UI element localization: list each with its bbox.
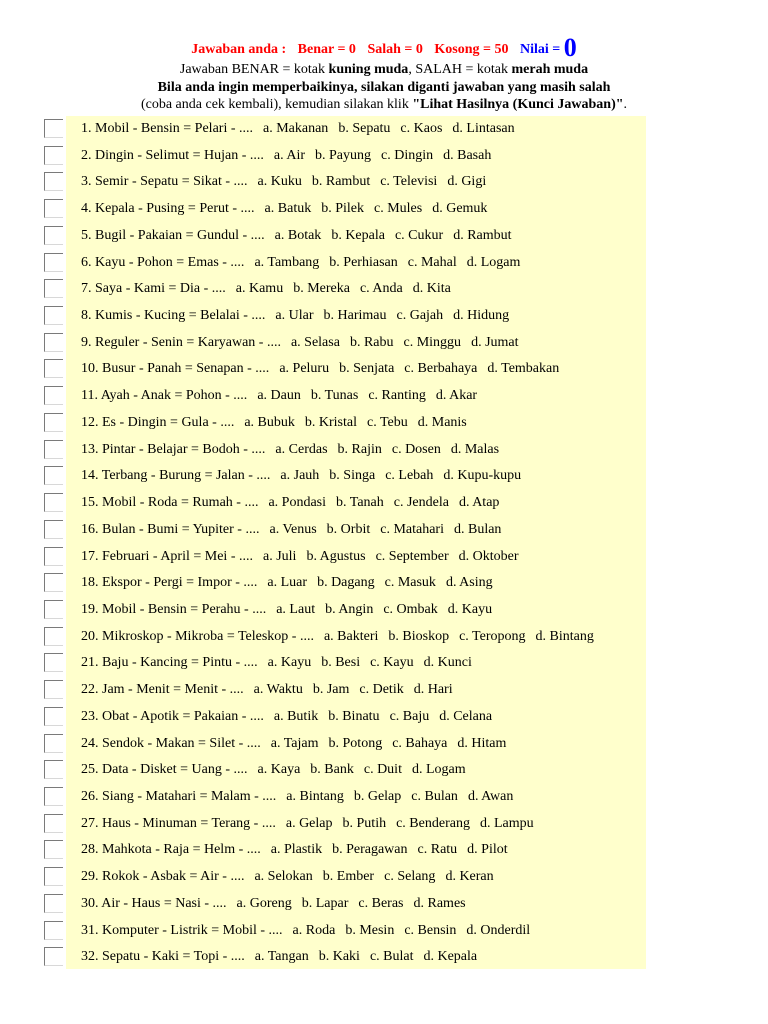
- option-b: b. Agustus: [306, 548, 366, 564]
- option-b: b. Potong: [328, 735, 383, 751]
- option-a: a. Tajam: [270, 735, 319, 751]
- option-a: a. Makanan: [263, 121, 329, 136]
- question-text-line: [81, 468, 521, 484]
- question-row: [44, 356, 646, 383]
- question-row: [44, 837, 646, 864]
- answer-checkbox[interactable]: [44, 867, 63, 886]
- question-row: [44, 169, 646, 196]
- option-a: a. Botak: [274, 227, 322, 243]
- question-row: [44, 570, 646, 597]
- answer-checkbox[interactable]: [44, 172, 63, 191]
- question-text: 24. Sendok - Makan = Silet - ....: [81, 735, 261, 751]
- option-b: b. Gelap: [353, 789, 402, 804]
- question-text: 29. Rokok - Asbak = Air - ....: [81, 869, 245, 885]
- option-b: b. Payung: [315, 147, 371, 163]
- score-label: Nilai =: [520, 42, 561, 57]
- option-a: a. Kaya: [257, 762, 301, 778]
- question-row: [44, 811, 646, 838]
- option-b: b. Orbit: [326, 521, 371, 537]
- option-b: b. Pilek: [321, 201, 364, 217]
- question-row: [44, 731, 646, 758]
- question-text: 31. Komputer - Listrik = Mobil - ....: [81, 922, 283, 938]
- option-d: d. Tembakan: [487, 361, 560, 377]
- option-d: d. Lintasan: [452, 121, 515, 136]
- question-text-line: [81, 121, 515, 137]
- option-d: d. Oktober: [458, 548, 519, 564]
- question-text-line: [81, 549, 519, 565]
- question-row: [44, 597, 646, 624]
- option-d: d. Basah: [443, 147, 492, 163]
- option-a: a. Air: [273, 147, 305, 163]
- question-row: [44, 383, 646, 410]
- question-row: [44, 463, 646, 490]
- option-c: c. Lebah: [385, 468, 434, 484]
- legend-text-1: Jawaban BENAR = kotak: [179, 62, 329, 77]
- option-c: c. Baju: [389, 708, 430, 724]
- option-d: d. Keran: [445, 869, 494, 885]
- option-b: b. Besi: [321, 655, 361, 671]
- answer-checkbox[interactable]: [44, 440, 63, 459]
- question-row: [44, 944, 646, 971]
- question-text: 23. Obat - Apotik = Pakaian - ....: [81, 708, 264, 724]
- option-c: c. Cukur: [394, 227, 444, 243]
- question-text-line: [81, 308, 509, 324]
- question-text: 25. Data - Disket = Uang - ....: [81, 762, 248, 778]
- correct-count: Benar = 0: [297, 42, 356, 57]
- option-b: b. Mesin: [345, 922, 395, 938]
- answer-checkbox[interactable]: [44, 707, 63, 726]
- answer-checkbox[interactable]: [44, 894, 63, 913]
- answer-checkbox[interactable]: [44, 921, 63, 940]
- option-c: c. Tebu: [367, 414, 408, 430]
- answer-checkbox[interactable]: [44, 333, 63, 352]
- question-row: [44, 303, 646, 330]
- question-text-line: [81, 228, 512, 244]
- question-text-line: [81, 522, 501, 538]
- option-d: d. Rames: [413, 895, 466, 911]
- question-text: 7. Saya - Kami = Dia - ....: [81, 281, 226, 297]
- option-d: d. Gemuk: [432, 201, 488, 217]
- option-c: c. Bahaya: [392, 735, 448, 751]
- answer-checkbox[interactable]: [44, 600, 63, 619]
- option-b: b. Kepala: [331, 227, 385, 243]
- option-d: d. Atap: [458, 495, 500, 511]
- option-d: d. Kunci: [423, 655, 472, 671]
- question-row: [44, 918, 646, 945]
- option-b: b. Kristal: [304, 414, 357, 430]
- instruction-period: .: [623, 97, 628, 112]
- option-b: b. Bioskop: [388, 628, 450, 644]
- option-b: b. Sepatu: [338, 121, 391, 136]
- option-b: b. Peragawan: [332, 842, 408, 858]
- question-text: 14. Terbang - Burung = Jalan - ....: [81, 468, 271, 484]
- question-text: 22. Jam - Menit = Menit - ....: [81, 682, 244, 698]
- option-d: d. Hari: [413, 682, 453, 698]
- option-d: d. Kepala: [423, 949, 478, 965]
- legend-wrong-color: merah muda: [511, 62, 589, 77]
- option-b: b. Jam: [312, 682, 350, 698]
- answer-checkbox[interactable]: [44, 653, 63, 672]
- answer-checkbox[interactable]: [44, 226, 63, 245]
- answer-checkbox[interactable]: [44, 386, 63, 405]
- option-b: b. Senjata: [339, 361, 395, 377]
- question-row: [44, 864, 646, 891]
- answer-checkbox[interactable]: [44, 573, 63, 592]
- option-c: c. Ratu: [417, 842, 458, 858]
- question-text: 32. Sepatu - Kaki = Topi - ....: [81, 949, 245, 965]
- option-b: b. Rambut: [311, 174, 371, 190]
- wrong-count: Salah = 0: [367, 42, 423, 57]
- option-a: a. Plastik: [270, 842, 323, 858]
- option-a: a. Gelap: [285, 815, 333, 831]
- option-b: b. Tunas: [310, 388, 359, 404]
- question-text-line: [81, 789, 513, 805]
- question-text-line: [81, 335, 519, 351]
- option-c: c. Benderang: [396, 815, 470, 831]
- option-c: c. Ombak: [383, 601, 438, 617]
- question-text-line: [81, 709, 492, 725]
- option-b: b. Harimau: [323, 308, 387, 324]
- question-text-line: [81, 361, 559, 377]
- answer-key-link-text: "Lihat Hasilnya (Kunci Jawaban)": [412, 97, 624, 112]
- answer-checkbox[interactable]: [44, 760, 63, 779]
- option-c: c. Detik: [359, 682, 404, 698]
- option-d: d. Bintang: [535, 628, 594, 644]
- option-b: b. Singa: [329, 468, 376, 484]
- option-d: d. Asing: [445, 575, 493, 591]
- question-text: 16. Bulan - Bumi = Yupiter - ....: [81, 521, 260, 537]
- option-a: a. Roda: [292, 922, 336, 938]
- option-d: d. Rambut: [453, 227, 512, 243]
- question-text-line: [81, 949, 477, 965]
- option-a: a. Venus: [269, 521, 317, 537]
- option-d: d. Onderdil: [466, 922, 531, 938]
- option-a: a. Ular: [275, 308, 314, 324]
- option-b: b. Ember: [322, 869, 375, 885]
- option-c: c. Jendela: [393, 495, 449, 511]
- question-row: [44, 223, 646, 250]
- question-row: [44, 704, 646, 731]
- answer-checkbox[interactable]: [44, 146, 63, 165]
- question-text-line: [81, 442, 499, 458]
- question-text: 11. Ayah - Anak = Pohon - ....: [81, 388, 248, 404]
- answer-checkbox[interactable]: [44, 199, 63, 218]
- question-row: [44, 677, 646, 704]
- option-d: d. Hitam: [457, 735, 507, 751]
- option-b: b. Dagang: [317, 575, 375, 591]
- option-a: a. Peluru: [279, 361, 330, 377]
- answer-checkbox[interactable]: [44, 520, 63, 539]
- answer-checkbox[interactable]: [44, 547, 63, 566]
- option-c: c. Kaos: [400, 121, 443, 136]
- option-c: c. Televisi: [380, 174, 438, 190]
- option-a: a. Cerdas: [275, 441, 328, 457]
- option-c: c. Bulan: [411, 789, 458, 804]
- option-d: d. Kupu-kupu: [443, 468, 522, 484]
- option-a: a. Jauh: [280, 468, 320, 484]
- option-a: a. Laut: [276, 601, 316, 617]
- option-d: d. Pilot: [467, 842, 508, 858]
- question-row: [44, 437, 646, 464]
- answer-label: Jawaban anda :: [191, 42, 287, 57]
- option-a: a. Tangan: [254, 949, 309, 965]
- answer-checkbox[interactable]: [44, 814, 63, 833]
- answer-checkbox[interactable]: [44, 466, 63, 485]
- option-d: d. Hidung: [453, 308, 510, 324]
- question-row: [44, 276, 646, 303]
- question-text: 18. Ekspor - Pergi = Impor - ....: [81, 575, 258, 591]
- question-text: 19. Mobil - Bensin = Perahu - ....: [81, 601, 267, 617]
- question-text-line: [81, 869, 494, 885]
- question-text-line: [81, 629, 594, 645]
- question-text-line: [81, 896, 466, 912]
- option-d: d. Jumat: [471, 334, 519, 350]
- option-b: b. Lapar: [301, 895, 349, 911]
- option-b: b. Perhiasan: [329, 254, 398, 270]
- option-c: c. Beras: [358, 895, 404, 911]
- question-text: 27. Haus - Minuman = Terang - ....: [81, 815, 276, 831]
- question-row: [44, 517, 646, 544]
- option-d: d. Logam: [466, 254, 521, 270]
- question-text-line: [81, 762, 466, 778]
- option-d: d. Kayu: [447, 601, 493, 617]
- question-text-line: [81, 575, 493, 591]
- option-c: c. Teropong: [459, 628, 526, 644]
- question-text-line: [81, 281, 451, 297]
- question-row: [44, 116, 646, 143]
- question-text-line: [81, 923, 530, 939]
- answer-checkbox[interactable]: [44, 306, 63, 325]
- question-text: 2. Dingin - Selimut = Hujan - ....: [81, 147, 264, 163]
- question-row: [44, 196, 646, 223]
- empty-count: Kosong = 50: [434, 42, 509, 57]
- option-c: c. Anda: [359, 281, 403, 297]
- option-c: c. Bensin: [404, 922, 457, 938]
- answer-checkbox[interactable]: [44, 279, 63, 298]
- option-d: d. Celana: [439, 708, 493, 724]
- answer-checkbox[interactable]: [44, 359, 63, 378]
- option-c: c. Berbahaya: [404, 361, 478, 377]
- option-d: d. Awan: [467, 789, 514, 804]
- option-b: b. Rabu: [349, 334, 394, 350]
- question-row: [44, 330, 646, 357]
- option-a: a. Goreng: [236, 895, 292, 911]
- question-text-line: [81, 682, 453, 698]
- question-text: 5. Bugil - Pakaian = Gundul - ....: [81, 227, 265, 243]
- question-text: 12. Es - Dingin = Gula - ....: [81, 414, 235, 430]
- option-a: a. Kamu: [235, 281, 284, 297]
- option-b: b. Kaki: [318, 949, 360, 965]
- option-c: c. Bulat: [369, 949, 414, 965]
- question-text: 13. Pintar - Belajar = Bodoh - ....: [81, 441, 266, 457]
- question-text-line: [81, 842, 508, 858]
- color-legend: [0, 62, 768, 78]
- score-summary: [0, 33, 768, 63]
- answer-checkbox[interactable]: [44, 627, 63, 646]
- legend-correct-color: kuning muda: [328, 62, 409, 77]
- option-a: a. Bakteri: [323, 628, 379, 644]
- option-c: c. Dingin: [381, 147, 434, 163]
- option-a: a. Batuk: [264, 201, 312, 217]
- option-a: a. Kuku: [257, 174, 302, 190]
- score-value: 0: [563, 33, 577, 62]
- question-row: [44, 624, 646, 651]
- option-c: c. Mahal: [407, 254, 457, 270]
- question-row: [44, 891, 646, 918]
- option-a: a. Selasa: [290, 334, 340, 350]
- question-row: [44, 490, 646, 517]
- answer-checkbox[interactable]: [44, 253, 63, 272]
- question-text-line: [81, 602, 492, 618]
- option-d: d. Malas: [450, 441, 500, 457]
- option-c: c. Mules: [373, 201, 423, 217]
- option-a: a. Daun: [257, 388, 301, 404]
- option-c: c. Selang: [384, 869, 436, 885]
- option-a: a. Bintang: [286, 789, 344, 804]
- question-text: 6. Kayu - Pohon = Emas - ....: [81, 254, 245, 270]
- question-text-line: [81, 415, 467, 431]
- instruction-fix: Bila anda ingin memperbaikinya, silakan diganti jawaban yang masih salah: [157, 80, 611, 95]
- option-b: b. Rajin: [337, 441, 382, 457]
- option-a: a. Tambang: [254, 254, 320, 270]
- instruction-check: [0, 97, 768, 113]
- answer-checkbox[interactable]: [44, 413, 63, 432]
- option-d: d. Manis: [417, 414, 467, 430]
- option-a: a. Butik: [273, 708, 319, 724]
- question-row: [44, 784, 646, 811]
- question-text-line: [81, 201, 487, 217]
- question-row: [44, 143, 646, 170]
- option-c: c. Matahari: [380, 521, 444, 537]
- answer-checkbox[interactable]: [44, 787, 63, 806]
- question-text-line: [81, 174, 486, 190]
- option-d: d. Lampu: [479, 815, 534, 831]
- option-c: c. Masuk: [384, 575, 436, 591]
- question-row: [44, 544, 646, 571]
- option-d: d. Akar: [435, 388, 478, 404]
- question-text: 3. Semir - Sepatu = Sikat - ....: [81, 174, 248, 190]
- option-c: c. Dosen: [391, 441, 441, 457]
- question-text: 15. Mobil - Roda = Rumah - ....: [81, 495, 259, 511]
- instruction-check-text: (coba anda cek kembali), kemudian silakan klik: [140, 97, 413, 112]
- question-text-line: [81, 816, 534, 832]
- answer-checkbox[interactable]: [44, 119, 63, 138]
- option-a: a. Kayu: [267, 655, 312, 671]
- answer-checkbox[interactable]: [44, 680, 63, 699]
- question-text: 28. Mahkota - Raja = Helm - ....: [81, 842, 261, 858]
- option-d: d. Gigi: [447, 174, 487, 190]
- question-text-line: [81, 495, 499, 511]
- option-d: d. Bulan: [453, 521, 502, 537]
- question-text: 10. Busur - Panah = Senapan - ....: [81, 361, 270, 377]
- option-d: d. Kita: [412, 281, 451, 297]
- question-text-line: [81, 148, 491, 164]
- option-c: c. September: [375, 548, 449, 564]
- answer-checkbox[interactable]: [44, 493, 63, 512]
- option-c: c. Ranting: [368, 388, 426, 404]
- question-text: 4. Kepala - Pusing = Perut - ....: [81, 201, 255, 217]
- question-text-line: [81, 388, 477, 404]
- question-text-line: [81, 655, 472, 671]
- question-text: 1. Mobil - Bensin = Pelari - ....: [81, 121, 253, 136]
- option-c: c. Minggu: [403, 334, 462, 350]
- option-a: a. Juli: [262, 548, 297, 564]
- option-a: a. Luar: [267, 575, 308, 591]
- option-b: b. Tanah: [336, 495, 384, 511]
- legend-text-2: , SALAH = kotak: [408, 62, 512, 77]
- question-row: [44, 650, 646, 677]
- question-text: 8. Kumis - Kucing = Belalai - ....: [81, 308, 266, 324]
- question-text: 21. Baju - Kancing = Pintu - ....: [81, 655, 258, 671]
- option-b: b. Putih: [342, 815, 387, 831]
- question-text: 17. Februari - April = Mei - ....: [81, 548, 253, 564]
- answer-checkbox[interactable]: [44, 947, 63, 966]
- option-b: b. Mereka: [293, 281, 350, 297]
- option-a: a. Bubuk: [244, 414, 295, 430]
- option-a: a. Selokan: [254, 869, 313, 885]
- option-c: c. Kayu: [370, 655, 414, 671]
- question-text: 26. Siang - Matahari = Malam - ....: [81, 789, 277, 804]
- question-text: 9. Reguler - Senin = Karyawan - ....: [81, 334, 281, 350]
- option-b: b. Bank: [310, 762, 354, 778]
- question-text: 20. Mikroskop - Mikroba = Teleskop - ....: [81, 628, 314, 644]
- option-c: c. Duit: [363, 762, 402, 778]
- question-row: [44, 410, 646, 437]
- option-a: a. Waktu: [253, 682, 303, 698]
- option-a: a. Pondasi: [268, 495, 327, 511]
- option-c: c. Gajah: [396, 308, 444, 324]
- question-text-line: [81, 255, 520, 271]
- question-row: [44, 757, 646, 784]
- option-b: b. Binatu: [328, 708, 380, 724]
- option-d: d. Logam: [411, 762, 466, 778]
- answer-checkbox[interactable]: [44, 840, 63, 859]
- answer-checkbox[interactable]: [44, 734, 63, 753]
- question-text: 30. Air - Haus = Nasi - ....: [81, 895, 227, 911]
- question-row: [44, 250, 646, 277]
- question-text-line: [81, 736, 506, 752]
- option-b: b. Angin: [325, 601, 374, 617]
